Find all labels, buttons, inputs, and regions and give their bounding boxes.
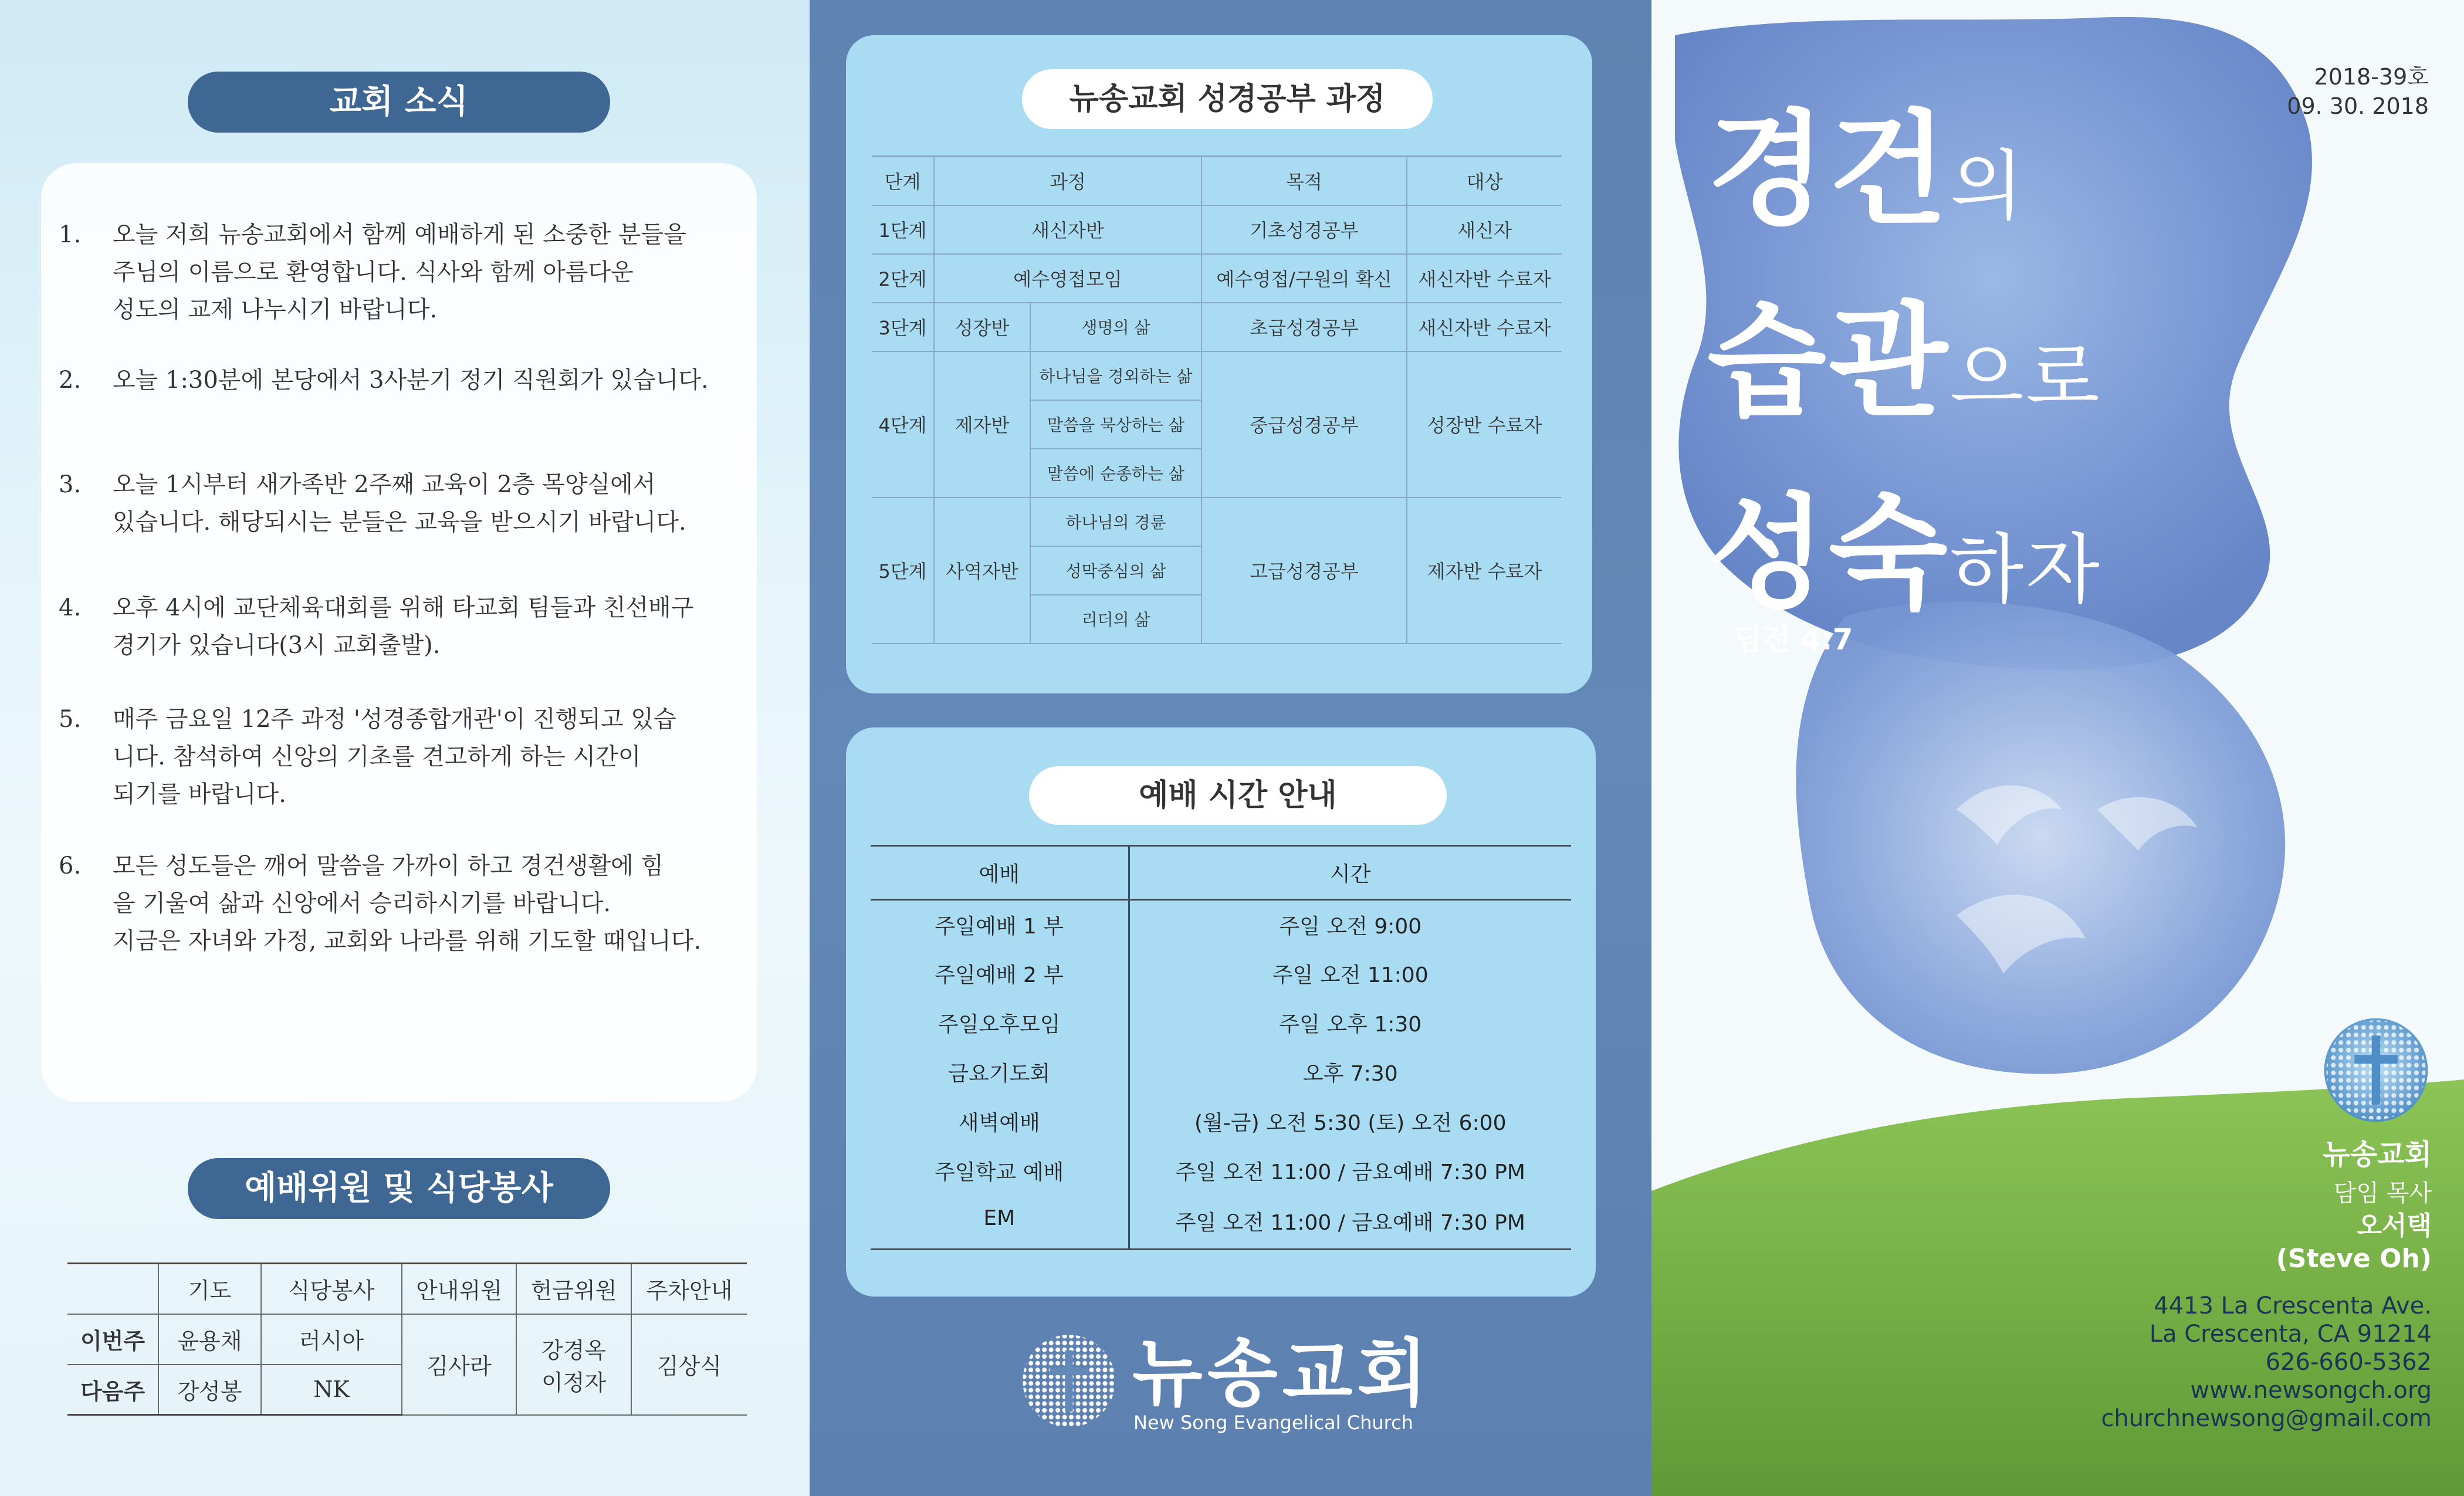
cover-title-word: 성숙 — [1707, 482, 1950, 625]
worship-service: 주일예배 2 부 — [871, 949, 1129, 999]
study-course: 제자반 — [934, 351, 1030, 497]
staff-kitchen: 러시아 — [261, 1314, 402, 1365]
worship-service: 주일예배 1 부 — [871, 900, 1129, 949]
staff-header-prayer: 기도 — [158, 1264, 261, 1314]
news-item-number: 5. — [59, 706, 82, 733]
worship-schedule-table — [871, 845, 1571, 1250]
news-item-number: 2. — [59, 367, 82, 394]
study-target: 새신자반 수료자 — [1407, 254, 1562, 303]
worship-row — [871, 900, 1571, 949]
website-link[interactable]: www.newsongch.org — [2190, 1377, 2432, 1404]
news-item-text: 매주 금요일 12주 과정 '성경종합개관'이 진행되고 있습 니다. 참석하여 신앙의 기초를 견고하게 하는 시간이 되기를 바랍니다. — [113, 706, 676, 808]
phone-number: 626-660-5362 — [2265, 1349, 2432, 1376]
study-step: 4단계 — [872, 351, 934, 497]
staff-week-label: 이번주 — [67, 1314, 158, 1365]
staff-table — [67, 1263, 747, 1416]
study-header-row — [872, 157, 1562, 205]
news-item-number: 4. — [59, 594, 82, 621]
study-subcourse: 하나님을 경외하는 삶 — [1030, 351, 1201, 400]
staff-offering-name: 강경옥 — [541, 1337, 607, 1363]
study-step: 2단계 — [872, 254, 934, 303]
address-line-2: La Crescenta, CA 91214 — [2149, 1321, 2432, 1348]
staff-title: 예배위원 및 식당봉사 — [188, 1158, 610, 1219]
study-header-purpose: 목적 — [1201, 157, 1407, 205]
news-item-text: 오늘 1시부터 새가족반 2주째 교육이 2층 목양실에서 있습니다. 해당되시는 분들은 교육을 받으시기 바랍니다. — [113, 471, 686, 536]
worship-time: 주일 오전 11:00 — [1272, 963, 1429, 987]
bible-study-title: 뉴송교회 성경공부 과정 — [1022, 69, 1433, 129]
study-step: 1단계 — [872, 205, 934, 254]
worship-header-row — [871, 846, 1571, 900]
study-target: 성장반 수료자 — [1407, 351, 1562, 497]
news-item-number: 1. — [59, 221, 82, 248]
church-logo-english: New Song Evangelical Church — [1133, 1412, 1413, 1434]
study-row — [872, 497, 1562, 546]
study-course: 예수영접모임 — [934, 254, 1201, 303]
study-purpose: 기초성경공부 — [1201, 205, 1407, 254]
worship-time: (월-금) 오전 5:30 (토) 오전 6:00 — [1194, 1111, 1507, 1135]
study-purpose: 초급성경공부 — [1201, 303, 1407, 351]
news-item-text: 오후 4시에 교단체육대회를 위해 타교회 팀들과 친선배구 경기가 있습니다(3시 교회출발). — [113, 594, 694, 659]
globe-cross-icon — [1021, 1333, 1117, 1429]
worship-time: 주일 오전 11:00 / 금요예배 7:30 PM — [1129, 1196, 1571, 1250]
middle-panel — [810, 0, 1651, 1496]
news-item-number: 3. — [59, 471, 82, 498]
staff-header-kitchen: 식당봉사 — [261, 1264, 402, 1314]
news-title: 교회 소식 — [188, 72, 610, 133]
issue-info — [2287, 62, 2429, 121]
issue-number: 2018-39호 — [2314, 64, 2429, 90]
worship-schedule-title: 예배 시간 안내 — [1029, 766, 1447, 825]
worship-schedule-card — [846, 727, 1596, 1297]
worship-time: 주일 오후 1:30 — [1279, 1013, 1422, 1037]
study-course: 사역자반 — [934, 497, 1030, 644]
pastor-name-english: (Steve Oh) — [2276, 1244, 2432, 1274]
study-subcourse: 말씀을 묵상하는 삶 — [1030, 400, 1201, 449]
news-item-text: 오늘 1:30분에 본당에서 3사분기 정기 직원회가 있습니다. — [113, 367, 709, 394]
study-subcourse: 말씀에 순종하는 삶 — [1030, 449, 1201, 497]
cover-title-particle: 하자 — [1949, 525, 2102, 614]
study-course: 성장반 — [934, 303, 1030, 351]
news-panel — [0, 0, 810, 1496]
church-logo — [1021, 1333, 1467, 1439]
cover-title-line — [1707, 82, 2102, 274]
worship-service: 주일학교 예배 — [871, 1146, 1129, 1196]
church-info — [2101, 1132, 2432, 1433]
study-target: 새신자 — [1407, 205, 1562, 254]
worship-time: 주일 오전 11:00 / 금요예배 7:30 PM — [1175, 1160, 1525, 1184]
cover-title-particle: 으로 — [1949, 333, 2102, 422]
staff-parking: 김상식 — [631, 1314, 747, 1415]
study-step: 3단계 — [872, 303, 934, 351]
staff-header-usher: 안내위원 — [402, 1264, 516, 1314]
staff-header-blank — [67, 1264, 158, 1314]
staff-kitchen: NK — [261, 1365, 402, 1415]
staff-header-offering: 헌금위원 — [516, 1264, 631, 1314]
staff-row-this-week — [67, 1314, 747, 1365]
study-row — [872, 303, 1562, 351]
cover-title-word: 경건 — [1707, 98, 1950, 242]
worship-header-service: 예배 — [871, 846, 1129, 900]
study-step: 5단계 — [872, 497, 934, 644]
address-line-1: 4413 La Crescenta Ave. — [2154, 1292, 2432, 1319]
bible-study-table — [872, 155, 1562, 644]
study-subcourse: 하나님의 경륜 — [1030, 497, 1201, 546]
staff-prayer: 강성봉 — [158, 1365, 261, 1415]
church-name: 뉴송교회 — [2323, 1138, 2432, 1171]
pastor-name-korean: 오서택 — [2357, 1211, 2432, 1241]
worship-service: 주일오후모임 — [871, 999, 1129, 1048]
church-logo-name: 뉴송교회 — [1132, 1332, 1433, 1416]
worship-row — [871, 1048, 1571, 1097]
worship-service: EM — [871, 1196, 1129, 1250]
worship-row — [871, 1097, 1571, 1146]
worship-row — [871, 1146, 1571, 1196]
staff-week-label: 다음주 — [67, 1365, 158, 1415]
study-row — [872, 205, 1562, 254]
news-item-text: 모든 성도들은 깨어 말씀을 가까이 하고 경건생활에 힘 을 기울여 삶과 신앙에서 승리하시기를 바랍니다. 지금은 자녀와 가정, 교회와 나라를 위해 기도할 때입니다. — [113, 852, 702, 955]
worship-row — [871, 949, 1571, 999]
worship-service: 금요기도회 — [871, 1048, 1129, 1097]
worship-time: 오후 7:30 — [1302, 1062, 1398, 1086]
study-target: 제자반 수료자 — [1407, 497, 1562, 644]
study-header-target: 대상 — [1407, 157, 1562, 205]
worship-header-time: 시간 — [1129, 846, 1571, 900]
worship-row — [871, 1196, 1571, 1250]
globe-cross-icon — [2322, 1016, 2430, 1124]
staff-header-row — [67, 1264, 747, 1314]
study-purpose: 중급성경공부 — [1201, 351, 1407, 497]
study-subcourse: 리더의 삶 — [1030, 595, 1201, 644]
bible-study-card — [846, 35, 1592, 693]
staff-offering-name: 이정자 — [541, 1369, 607, 1396]
cover-title — [1707, 82, 2102, 658]
cover-title-particle: 의 — [1949, 141, 2026, 231]
study-subcourse: 성막중심의 삶 — [1030, 546, 1201, 595]
study-row — [872, 254, 1562, 303]
study-purpose: 예수영접/구원의 확신 — [1201, 254, 1407, 303]
news-item-text: 오늘 저희 뉴송교회에서 함께 예배하게 된 소중한 분들을 주님의 이름으로 환영합니다. 식사와 함께 아름다운 성도의 교제 나누시기 바랍니다. — [113, 221, 686, 323]
study-row — [872, 351, 1562, 400]
worship-row — [871, 999, 1571, 1048]
staff-prayer: 윤용채 — [158, 1314, 261, 1365]
staff-usher: 김사라 — [402, 1314, 516, 1415]
worship-service: 새벽예배 — [871, 1097, 1129, 1146]
cover-verse: 딤전 4:7 — [1734, 622, 1853, 656]
worship-time: 주일 오전 9:00 — [1279, 914, 1422, 939]
cover-title-line — [1707, 274, 2102, 466]
study-course: 새신자반 — [934, 205, 1201, 254]
issue-date: 09. 30. 2018 — [2287, 93, 2429, 119]
study-purpose: 고급성경공부 — [1201, 497, 1407, 644]
news-item-number: 6. — [59, 852, 82, 879]
email-link[interactable]: churchnewsong@gmail.com — [2101, 1405, 2432, 1432]
staff-offering — [516, 1314, 631, 1415]
pastor-role: 담임 목사 — [2333, 1180, 2432, 1207]
cover-title-word: 습관 — [1707, 290, 1950, 434]
study-header-course: 과정 — [934, 157, 1201, 205]
study-header-step: 단계 — [872, 157, 934, 205]
cover-panel — [1651, 0, 2464, 1496]
study-subcourse: 생명의 삶 — [1030, 303, 1201, 351]
staff-header-parking: 주차안내 — [631, 1264, 747, 1314]
study-target: 새신자반 수료자 — [1407, 303, 1562, 351]
church-contact — [2101, 1292, 2432, 1433]
